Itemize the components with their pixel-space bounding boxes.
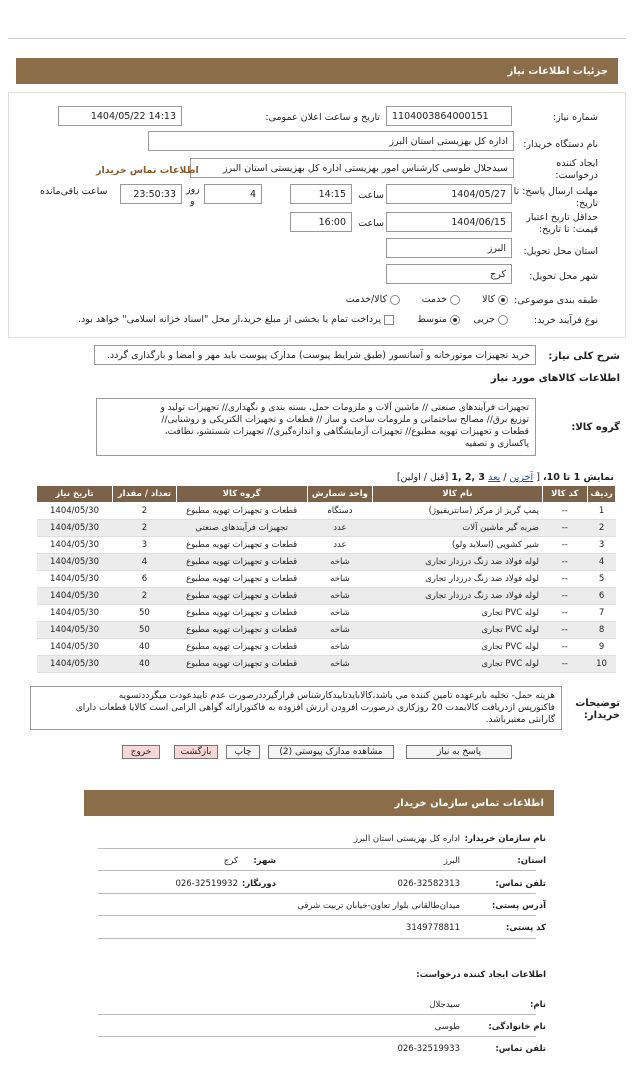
table-cell: پمپ گریز از مرکز (سانتریفیوژ) xyxy=(373,503,542,520)
deadline-label-1: مهلت ارسال پاسخ: تا xyxy=(513,186,598,197)
city-field: کرج xyxy=(386,264,512,284)
table-cell: قطعات و تجهیزات تهویه مطبوع xyxy=(176,588,307,605)
table-header-row xyxy=(37,486,616,503)
contact-title: اطلاعات تماس سازمان خریدار xyxy=(394,797,544,809)
table-cell: 1404/05/30 xyxy=(37,537,113,554)
table-cell: قطعات و تجهیزات تهویه مطبوع xyxy=(176,554,307,571)
table-row xyxy=(37,605,616,622)
table-row xyxy=(37,537,616,554)
table-cell: 40 xyxy=(113,656,177,673)
table-cell: -- xyxy=(542,537,588,554)
table-cell: لوله PVC تجاری xyxy=(373,639,542,656)
group-label: گروه کالا: xyxy=(571,422,620,433)
city-label: شهر محل تحویل: xyxy=(529,271,598,282)
exit-button[interactable]: خروج xyxy=(122,745,160,759)
table-cell: شاخه xyxy=(307,605,373,622)
notes-label-1: توضیحات xyxy=(575,698,620,709)
contact-city: کرج xyxy=(223,856,238,866)
group-line: قطعات و تجهیزات تهویه مطبوع// تجهیزات آزمایشگاهی و اندازه‌گیری// تجهیزات شستشو، نظافت، xyxy=(164,427,529,437)
table-cell: 40 xyxy=(113,639,177,656)
table-row xyxy=(37,588,616,605)
pagination-pages[interactable]: 3 ,2 ,1 xyxy=(451,472,486,483)
contact-divider xyxy=(98,938,536,939)
table-cell: 5 xyxy=(588,571,616,588)
table-cell: 2 xyxy=(113,520,177,537)
table-cell: 1404/05/30 xyxy=(37,520,113,537)
radio-selected-icon xyxy=(450,315,460,325)
table-cell: 1404/05/30 xyxy=(37,588,113,605)
contact-org-label: نام سازمان خریدار: xyxy=(464,834,546,844)
table-cell: 50 xyxy=(113,605,177,622)
category-option-both[interactable]: کالا/خدمت xyxy=(346,294,400,305)
validity-time-field: 16:00 xyxy=(290,212,352,232)
province-label: استان محل تحویل: xyxy=(523,246,598,257)
notes-line: گارانتی معتبرباشد. xyxy=(485,715,555,725)
table-row xyxy=(37,520,616,537)
table-cell: -- xyxy=(542,554,588,571)
table-cell: شاخه xyxy=(307,639,373,656)
table-cell: شاخه xyxy=(307,622,373,639)
table-cell: قطعات و تجهیزات تهویه مطبوع xyxy=(176,537,307,554)
table-cell: شاخه xyxy=(307,554,373,571)
and-label: و xyxy=(190,196,195,207)
table-cell: -- xyxy=(542,605,588,622)
table-cell: 9 xyxy=(588,639,616,656)
contact-postal-label: کد پستی: xyxy=(505,923,546,933)
table-row xyxy=(37,639,616,656)
group-line: تجهیزات فرآیندهای صنعتی // ماشین آلات و ملزومات حمل، بسته بندی و نگهداری// تجهیزات تولید و xyxy=(160,403,529,413)
table-cell: تجهیزات فرآیندهای صنعتی xyxy=(176,520,307,537)
table-cell: 1404/05/30 xyxy=(37,571,113,588)
radio-selected-icon xyxy=(498,295,508,305)
pagination: نمایش 1 تا 10، [ آخرین / بعد 3 ,2 ,1 [قبل / اولین] xyxy=(396,472,614,483)
contact-fax-label: دورنگار: xyxy=(241,879,276,889)
table-cell: لوله PVC تجاری xyxy=(373,622,542,639)
radio-icon xyxy=(498,315,508,325)
creator-info-title: اطلاعات ایجاد کننده درخواست: xyxy=(416,970,546,980)
col-code: کد کالا xyxy=(542,486,588,503)
creator-family-label: نام خانوادگی: xyxy=(488,1022,546,1032)
validity-label-1: حداقل تاریخ اعتبار xyxy=(526,212,598,223)
print-button[interactable]: چاپ xyxy=(226,745,260,759)
contact-divider xyxy=(98,1014,536,1015)
col-unit: واحد شمارش xyxy=(307,486,373,503)
creator-family: طوسی xyxy=(434,1022,460,1032)
contact-postal: 3149778811 xyxy=(405,923,460,933)
contact-phone-label: تلفن تماس: xyxy=(495,879,546,889)
creator-name: سیدجلال xyxy=(429,1000,460,1010)
table-cell: لوله فولاد ضد زنگ درزدار تجاری xyxy=(373,588,542,605)
pagination-last-link[interactable]: آخرین xyxy=(509,472,534,483)
table-cell: 1404/05/30 xyxy=(37,503,113,520)
contact-address: میدان‌طالقانی بلوار تعاون-خیابان تربیت شرقی xyxy=(297,901,460,911)
table-cell: 1404/05/30 xyxy=(37,656,113,673)
payment-note[interactable]: پرداخت تمام یا بخشی از مبلغ خرید،از محل "اسناد خزانه اسلامی" خواهد بود. xyxy=(78,314,394,325)
table-cell: 8 xyxy=(588,622,616,639)
checkbox-icon xyxy=(384,315,394,325)
radio-icon xyxy=(390,295,400,305)
reply-button[interactable]: پاسخ به نیاز xyxy=(406,745,512,759)
table-cell: 4 xyxy=(588,554,616,571)
contact-org: اداره کل بهزیستی استان البرز xyxy=(353,834,460,844)
deadline-label-2: تاریخ: xyxy=(575,198,598,209)
process-option-minor[interactable]: جزیی xyxy=(473,314,508,325)
table-cell: -- xyxy=(542,571,588,588)
contact-divider xyxy=(98,893,536,894)
contact-divider xyxy=(98,1036,536,1037)
table-cell: 10 xyxy=(588,656,616,673)
table-cell: شاخه xyxy=(307,571,373,588)
buyer-contact-link[interactable]: اطلاعات تماس خریدار xyxy=(96,165,199,176)
col-date: تاریخ نیاز xyxy=(37,486,113,503)
view-docs-button[interactable]: مشاهده مدارک پیوستی (2) xyxy=(268,745,394,759)
province-field: البرز xyxy=(386,238,512,258)
table-cell: شیر کشویی (اسلاید ولو) xyxy=(373,537,542,554)
table-cell: 2 xyxy=(113,588,177,605)
table-cell: 6 xyxy=(588,588,616,605)
process-label: نوع فرآیند خرید: xyxy=(533,315,598,326)
table-cell: 7 xyxy=(588,605,616,622)
table-cell: لوله فولاد ضد زنگ درزدار تجاری xyxy=(373,554,542,571)
group-line: پاکسازی و تصفیه xyxy=(464,439,529,449)
creator-label-1: ایجاد کننده xyxy=(556,158,598,169)
group-field xyxy=(96,398,536,456)
contact-fax: 026-32519932 xyxy=(175,879,238,889)
category-label: طبقه بندی موضوعی: xyxy=(513,295,598,306)
table-cell: -- xyxy=(542,639,588,656)
creator-phone: 026-32519933 xyxy=(397,1044,460,1054)
table-cell: 1404/05/30 xyxy=(37,554,113,571)
table-cell: قطعات و تجهیزات تهویه مطبوع xyxy=(176,503,307,520)
col-qty: تعداد / مقدار xyxy=(113,486,177,503)
table-cell: -- xyxy=(542,622,588,639)
table-cell: 6 xyxy=(113,571,177,588)
contact-divider xyxy=(98,848,536,849)
notes-label-2: خریدار: xyxy=(583,710,620,721)
buyer-org-label: نام دستگاه خریدار: xyxy=(523,139,598,150)
need-number-label: شماره نیاز: xyxy=(552,112,598,123)
notes-field xyxy=(30,686,562,730)
col-group: گروه کالا xyxy=(176,486,307,503)
table-cell: عدد xyxy=(307,520,373,537)
table-row xyxy=(37,656,616,673)
days-count-field: 4 xyxy=(204,184,262,204)
contact-province: البرز xyxy=(443,856,460,866)
creator-name-label: نام: xyxy=(529,1000,546,1010)
table-cell: 2 xyxy=(588,520,616,537)
category-option-service[interactable]: خدمت xyxy=(422,294,460,305)
contact-province-label: استان: xyxy=(517,856,546,866)
remaining-label: ساعت باقی‌مانده xyxy=(40,186,108,197)
col-name: نام کالا xyxy=(373,486,542,503)
table-cell: لوله فولاد ضد زنگ درزدار تجاری xyxy=(373,571,542,588)
buyer-org-field: اداره کل بهزیستی استان البرز xyxy=(148,131,514,151)
announce-field: 1404/05/22 14:13 xyxy=(58,106,182,126)
pagination-prev-first: [قبل / اولین] xyxy=(396,472,449,483)
page-header xyxy=(16,58,618,84)
items-table xyxy=(36,485,616,673)
page-title: جزئیات اطلاعات نیاز xyxy=(507,65,608,77)
validity-date-field: 1404/06/15 xyxy=(386,212,512,232)
pagination-bracket: [ xyxy=(536,472,540,483)
contact-phone: 026-32582313 xyxy=(397,879,460,889)
table-cell: شاخه xyxy=(307,656,373,673)
table-cell: -- xyxy=(542,588,588,605)
table-cell: -- xyxy=(542,503,588,520)
table-cell: لوله PVC تجاری xyxy=(373,605,542,622)
table-cell: 2 xyxy=(113,503,177,520)
deadline-time-label: ساعت xyxy=(358,190,384,201)
creator-field: سیدجلال طوسی کارشناس امور بهزیستی اداره کل بهزیستی استان البرز xyxy=(190,158,514,178)
announce-label: تاریخ و ساعت اعلان عمومی: xyxy=(265,112,380,123)
top-frame-line xyxy=(8,38,626,39)
category-option-goods[interactable]: کالا xyxy=(482,294,508,305)
table-row xyxy=(37,622,616,639)
contact-divider xyxy=(98,915,536,916)
table-cell: قطعات و تجهیزات تهویه مطبوع xyxy=(176,656,307,673)
table-cell: شاخه xyxy=(307,588,373,605)
validity-label-2: قیمت: تا تاریخ: xyxy=(538,224,598,235)
table-cell: 3 xyxy=(113,537,177,554)
notes-line: فاکتورپس ازدریافت کالابمدت 20 روزکاری درصورت افزودن ارزش افزوده به فاکتورارائه گواهی الزامی است کالایا قطعات دارای xyxy=(75,703,555,713)
back-button[interactable]: بازگشت xyxy=(174,745,218,759)
table-row xyxy=(37,503,616,520)
deadline-date-field: 1404/05/27 xyxy=(386,184,512,204)
remaining-time-field: 23:50:33 xyxy=(120,184,182,204)
creator-phone-label: تلفن تماس: xyxy=(495,1044,546,1054)
table-cell: 1 xyxy=(588,503,616,520)
table-cell: ضربه گیر ماشین آلات xyxy=(373,520,542,537)
table-cell: قطعات و تجهیزات تهویه مطبوع xyxy=(176,605,307,622)
contact-city-label: شهر: xyxy=(253,856,276,866)
contact-address-label: آدرس پستی: xyxy=(491,901,546,911)
summary-field: خرید تجهیزات موتورخانه و آسانسور (طبق شرایط پیوست) مدارک پیوست باید مهر و امضا و بارگذاری گردد. xyxy=(94,345,536,365)
table-cell: 1404/05/30 xyxy=(37,605,113,622)
creator-label-2: درخواست: xyxy=(555,170,598,181)
table-cell: 3 xyxy=(588,537,616,554)
deadline-time-field: 14:15 xyxy=(290,184,352,204)
group-line: توزیع برق// مصالح ساختمانی و ملزومات ساخت و ساز // قطعات و تجهیزات الکتریکی و روشنایی// xyxy=(161,415,529,425)
contact-divider xyxy=(98,870,536,871)
goods-title: اطلاعات کالاهای مورد نیاز xyxy=(490,373,620,384)
notes-line: هزینه حمل- تخلیه بابرعهده تامین کننده می باشد،کالابایدتاییدکارشناس قرارگیرددرصورت عدم تاییدعودت میگرددتسویه xyxy=(118,691,555,701)
table-cell: عدد xyxy=(307,537,373,554)
table-cell: -- xyxy=(542,656,588,673)
table-cell: 1404/05/30 xyxy=(37,622,113,639)
table-cell: قطعات و تجهیزات تهویه مطبوع xyxy=(176,571,307,588)
table-row xyxy=(37,554,616,571)
table-cell: قطعات و تجهیزات تهویه مطبوع xyxy=(176,639,307,656)
table-cell: 50 xyxy=(113,622,177,639)
table-cell: -- xyxy=(542,520,588,537)
table-row xyxy=(37,571,616,588)
table-cell: 4 xyxy=(113,554,177,571)
table-cell: لوله PVC تجاری xyxy=(373,656,542,673)
table-cell: قطعات و تجهیزات تهویه مطبوع xyxy=(176,622,307,639)
summary-label: شرح کلی نیاز: xyxy=(548,351,620,362)
process-option-medium[interactable]: متوسط xyxy=(417,314,460,325)
contact-header xyxy=(84,790,554,816)
validity-time-label: ساعت xyxy=(358,218,384,229)
need-number-field: 1104003864000151 xyxy=(386,106,512,126)
table-cell: دستگاه xyxy=(307,503,373,520)
radio-icon xyxy=(450,295,460,305)
pagination-next-link[interactable]: بعد xyxy=(488,472,501,483)
pagination-show: نمایش 1 تا 10، xyxy=(542,472,614,483)
table-cell: 1404/05/30 xyxy=(37,639,113,656)
day-label: روز xyxy=(186,184,200,195)
col-row: ردیف xyxy=(588,486,616,503)
